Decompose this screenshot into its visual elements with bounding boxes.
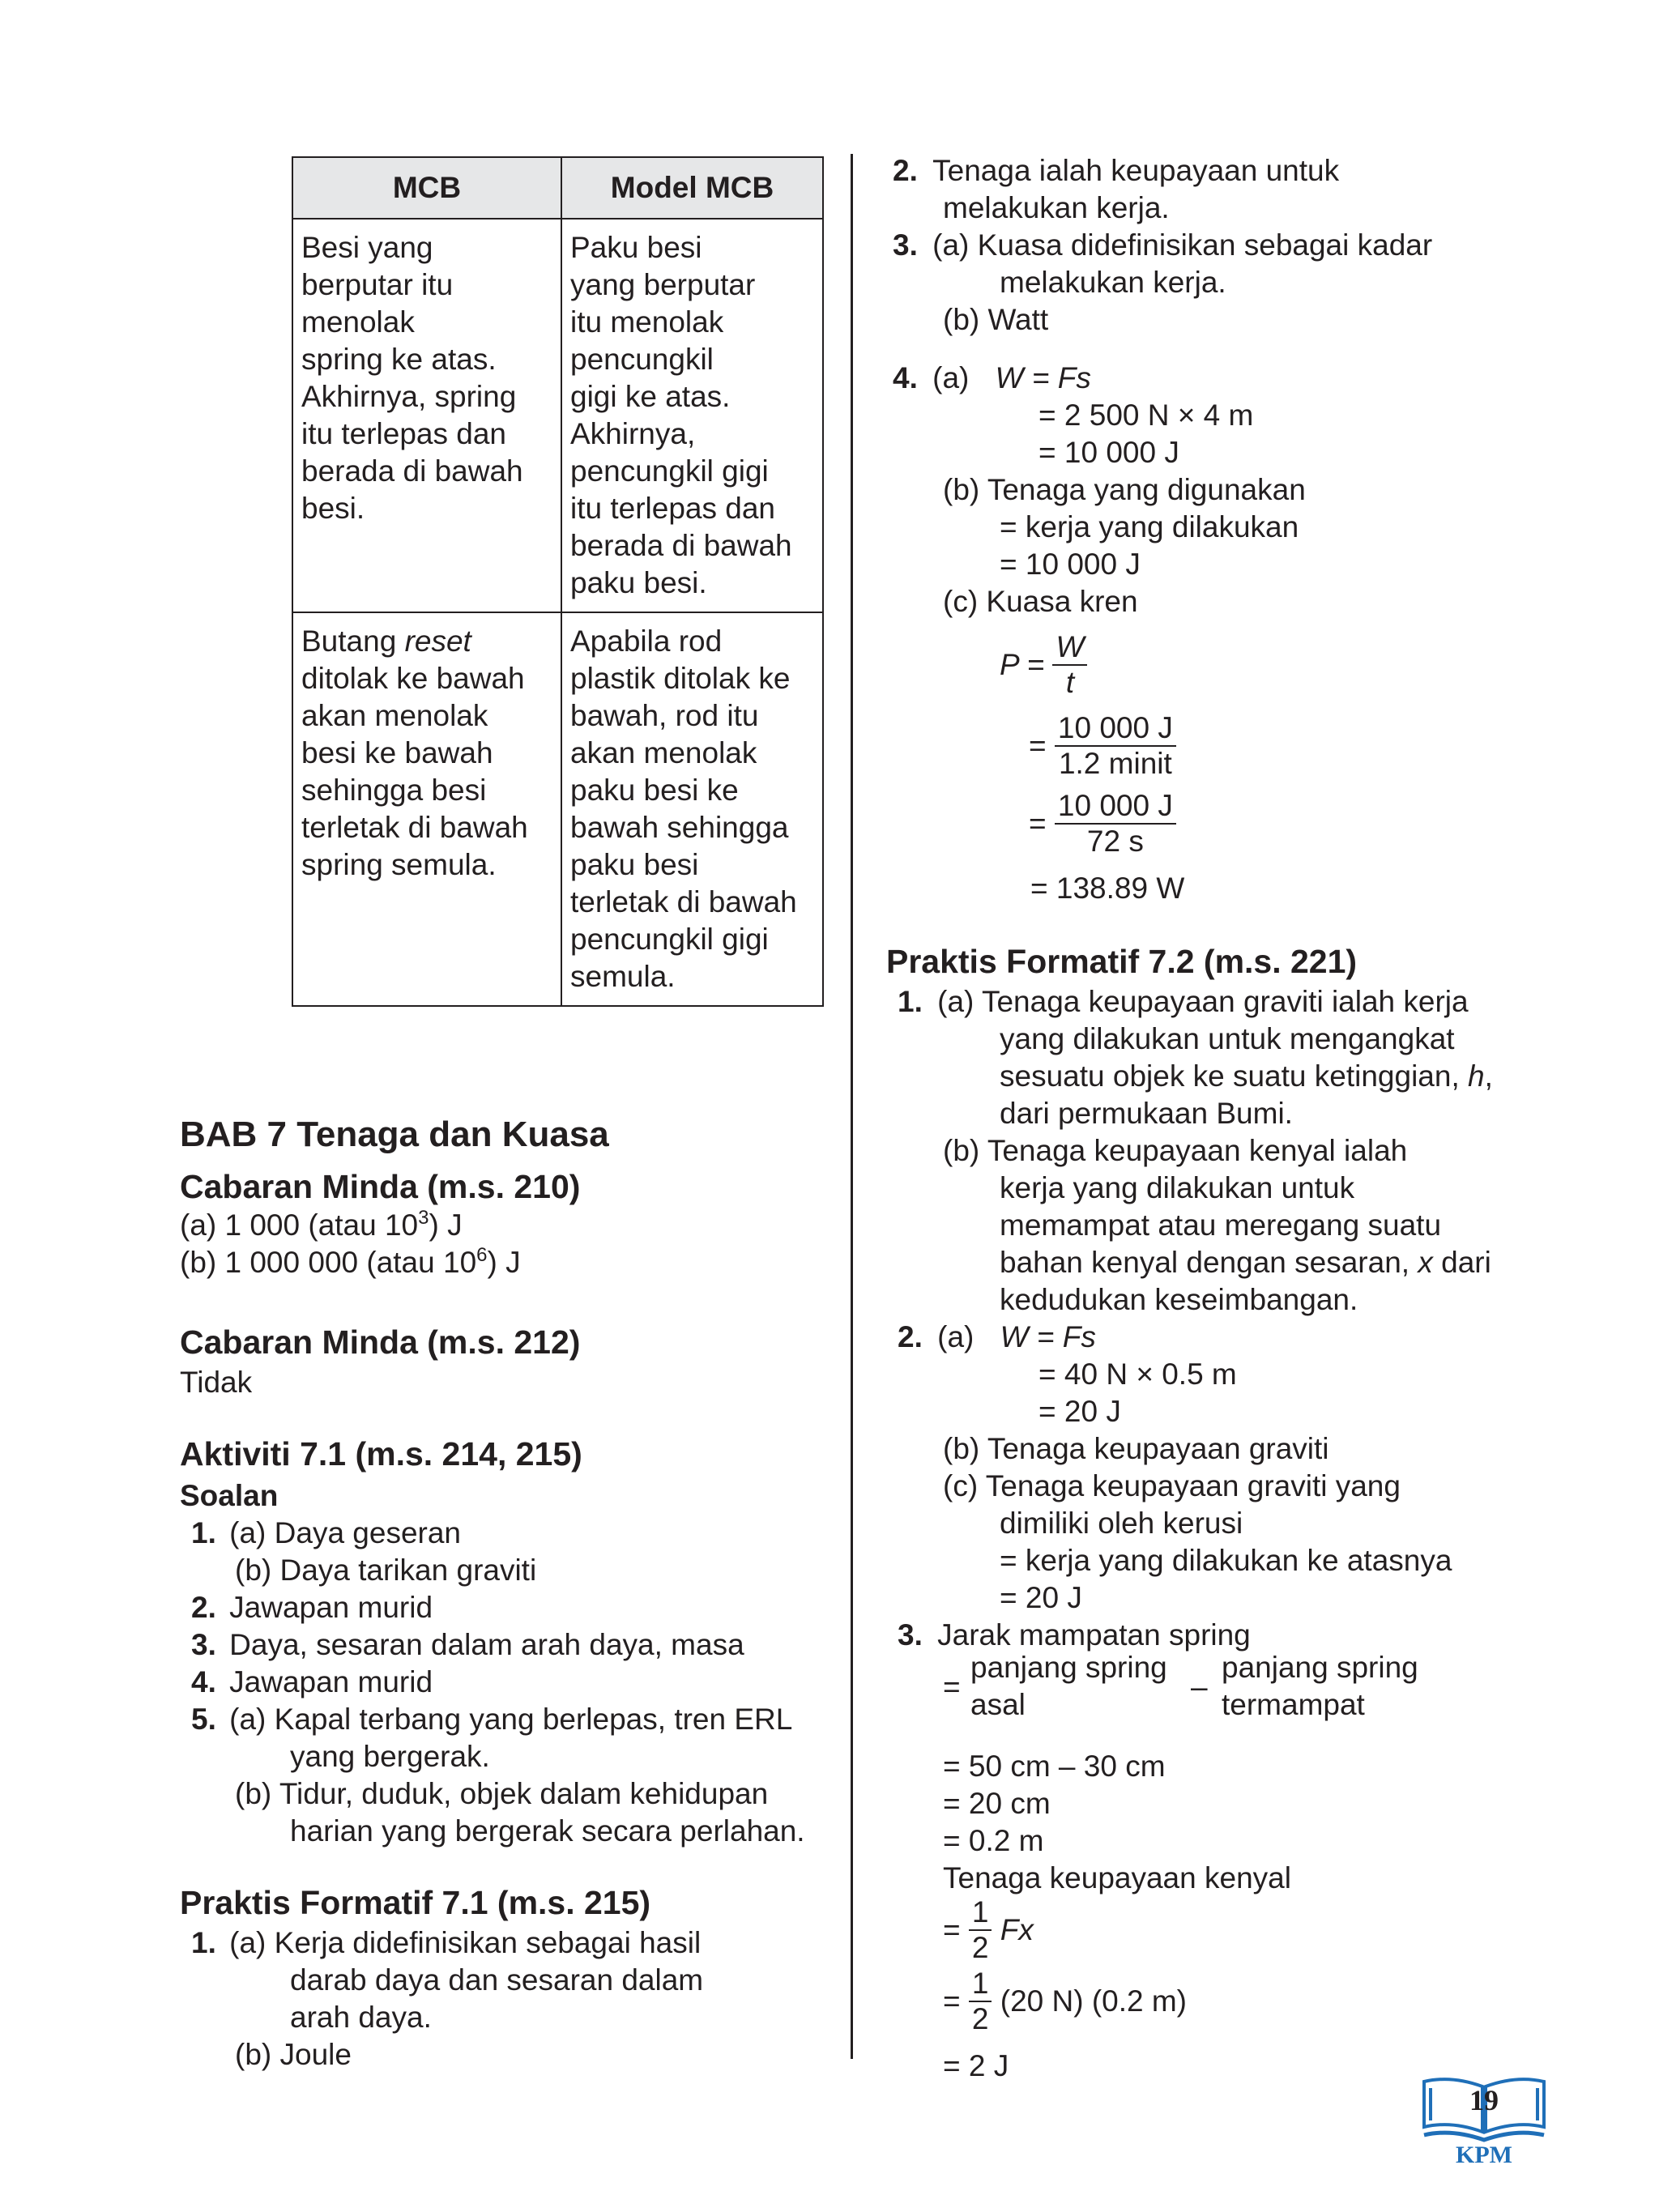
answer-line: yang dilakukan untuk mengangkat <box>1000 1022 1455 1055</box>
answer-line: = <box>943 1670 961 1703</box>
reset-word: reset <box>404 624 471 658</box>
section-title: Praktis Formatif 7.1 (m.s. 215) <box>180 1884 651 1921</box>
mcb-comparison-table <box>292 156 824 1007</box>
answer-line: sesuatu objek ke suatu ketinggian, h, <box>1000 1059 1493 1093</box>
answer-line: 2. Tenaga ialah keupayaan untuk <box>893 154 1340 187</box>
answer-line: Tidak <box>180 1366 253 1399</box>
answer-line: melakukan kerja. <box>943 191 1170 224</box>
table-row <box>292 219 823 612</box>
section-title: Praktis Formatif 7.2 (m.s. 221) <box>886 943 1358 980</box>
answer-line: (b) 1 000 000 (atau $10^6$) J <box>180 1244 521 1279</box>
answer-line: (b) Joule <box>235 2038 352 2071</box>
answer-line: (b) Daya tarikan graviti <box>235 1554 537 1587</box>
answer-line: panjang spring <box>970 1651 1167 1684</box>
answer-line: asal <box>970 1688 1026 1721</box>
table-cell: Butang reset ditolak ke bawah akan menolak besi ke bawah sehingga besi terletak di bawah spring semula. <box>292 612 561 1006</box>
column-divider <box>851 154 853 2059</box>
section-title: Cabaran Minda (m.s. 212) <box>180 1323 581 1361</box>
answer-line: = 10 000 J <box>1000 548 1141 581</box>
answer-line: 5. (a) Kapal terbang yang berlepas, tren ERL <box>191 1703 793 1736</box>
answer-line: melakukan kerja. <box>1000 266 1226 299</box>
table-row <box>292 612 823 1006</box>
answer-line: 4. (a) W = Fs <box>893 361 1091 394</box>
answer-line: dimiliki oleh kerusi <box>1000 1507 1243 1540</box>
table-header: MCB <box>292 157 561 219</box>
answer-line: (c) Kuasa kren <box>943 585 1138 618</box>
chapter-title: BAB 7 Tenaga dan Kuasa <box>180 1115 609 1154</box>
answer-line: Tenaga keupayaan kenyal <box>943 1861 1291 1894</box>
page-number: 19 <box>1469 2084 1499 2116</box>
answer-line: = 0.2 m <box>943 1824 1044 1857</box>
answer-line: panjang spring <box>1222 1651 1418 1684</box>
table-header-row <box>292 157 823 219</box>
answer-line: (b) Tenaga yang digunakan <box>943 473 1306 506</box>
formula-step: = $\frac{1}{2}$ Fx <box>943 1895 1034 1964</box>
answer-line: 2. Jawapan murid <box>191 1591 433 1624</box>
answer-line: = kerja yang dilakukan ke atasnya <box>1000 1544 1452 1577</box>
answer-line: 1. (a) Daya geseran <box>191 1516 462 1549</box>
answer-line: = 50 cm – 30 cm <box>943 1750 1166 1783</box>
answer-line: 1. (a) Kerja didefinisikan sebagai hasil <box>191 1926 702 1959</box>
answer-line: (b) Tenaga keupayaan kenyal ialah <box>943 1134 1408 1167</box>
answer-line: dari permukaan Bumi. <box>1000 1097 1293 1130</box>
answer-line: (b) Tenaga keupayaan graviti <box>943 1432 1329 1465</box>
answer-line: 2. (a) W = Fs <box>898 1320 1096 1353</box>
answer-line: = 2 500 N × 4 m <box>1038 399 1254 432</box>
fraction: $\frac{1}{2}$ <box>969 1967 992 2036</box>
answer-line: = kerja yang dilakukan <box>1000 510 1299 543</box>
fraction: $\frac{10 000 J}{\text{1.2 minit}}$ <box>1055 711 1176 781</box>
table-header: Model MCB <box>561 157 823 219</box>
answer-line: 3. Jarak mampatan spring <box>898 1618 1251 1652</box>
answer-line: memampat atau meregang suatu <box>1000 1208 1442 1242</box>
table-cell: Paku besi yang berputar itu menolak pencungkil gigi ke atas. Akhirnya, pencungkil gigi itu terlepas dan berada di bawah paku besi. <box>561 219 823 612</box>
answer-line: (a) 1 000 (atau $10^3$) J <box>180 1207 463 1242</box>
answer-line: 1. (a) Tenaga keupayaan graviti ialah kerja <box>898 985 1469 1018</box>
answer-line: 3. Daya, sesaran dalam arah daya, masa <box>191 1628 744 1661</box>
answer-line: – <box>1191 1670 1208 1703</box>
table-cell: Besi yang berputar itu menolak spring ke atas. Akhirnya, spring itu terlepas dan berada di bawah besi. <box>292 219 561 612</box>
formula-step: = $\frac{10 000 J}{\text{1.2 minit}}$ <box>1029 711 1176 781</box>
answer-line: termampat <box>1222 1688 1365 1721</box>
answer-line: = 10 000 J <box>1038 436 1179 469</box>
answer-line: = 20 J <box>1038 1395 1121 1428</box>
kpm-label: KPM <box>1456 2142 1512 2168</box>
table-cell: Apabila rod plastik ditolak ke bawah, rod itu akan menolak paku besi ke bawah sehingga paku besi terletak di bawah pencungkil gigi semula. <box>561 612 823 1006</box>
answer-line: arah daya. <box>290 2001 432 2034</box>
answer-line: = 2 J <box>943 2049 1009 2082</box>
answer-line: (b) Watt <box>943 303 1049 336</box>
answer-line: = 20 cm <box>943 1787 1051 1820</box>
answer-line: 4. Jawapan murid <box>191 1665 433 1698</box>
answer-line: harian yang bergerak secara perlahan. <box>290 1814 805 1848</box>
fraction: $\frac{1}{2}$ <box>969 1895 992 1965</box>
subheading: Soalan <box>180 1479 279 1512</box>
answer-line: (c) Tenaga keupayaan graviti yang <box>943 1469 1401 1502</box>
answer-line: = 20 J <box>1000 1581 1082 1614</box>
formula-step: = $\frac{1}{2}$ (20 N) (0.2 m) <box>943 1967 1188 2035</box>
section-title: Cabaran Minda (m.s. 210) <box>180 1168 581 1205</box>
answer-line: = 138.89 W <box>1030 872 1185 905</box>
section-title: Aktiviti 7.1 (m.s. 214, 215) <box>180 1435 582 1473</box>
answer-line: darab daya dan sesaran dalam <box>290 1963 704 1997</box>
answer-line: (b) Tidur, duduk, objek dalam kehidupan <box>235 1777 769 1810</box>
formula-power: P = $\frac{W}{t}$ <box>1000 630 1087 700</box>
kpm-book-logo <box>1419 2064 1549 2169</box>
fraction: $\frac{W}{t}$ <box>1052 630 1087 700</box>
answer-line: 3. (a) Kuasa didefinisikan sebagai kadar <box>893 228 1433 262</box>
fraction: $\frac{10 000 J}{72 s}$ <box>1055 789 1176 859</box>
answer-line: yang bergerak. <box>290 1740 490 1773</box>
answer-line: = 40 N × 0.5 m <box>1038 1357 1237 1391</box>
answer-line: kerja yang dilakukan untuk <box>1000 1171 1355 1204</box>
answer-line: kedudukan keseimbangan. <box>1000 1283 1358 1316</box>
formula-step: = $\frac{10 000 J}{72 s}$ <box>1029 789 1176 859</box>
answer-line: bahan kenyal dengan sesaran, x dari <box>1000 1246 1491 1279</box>
